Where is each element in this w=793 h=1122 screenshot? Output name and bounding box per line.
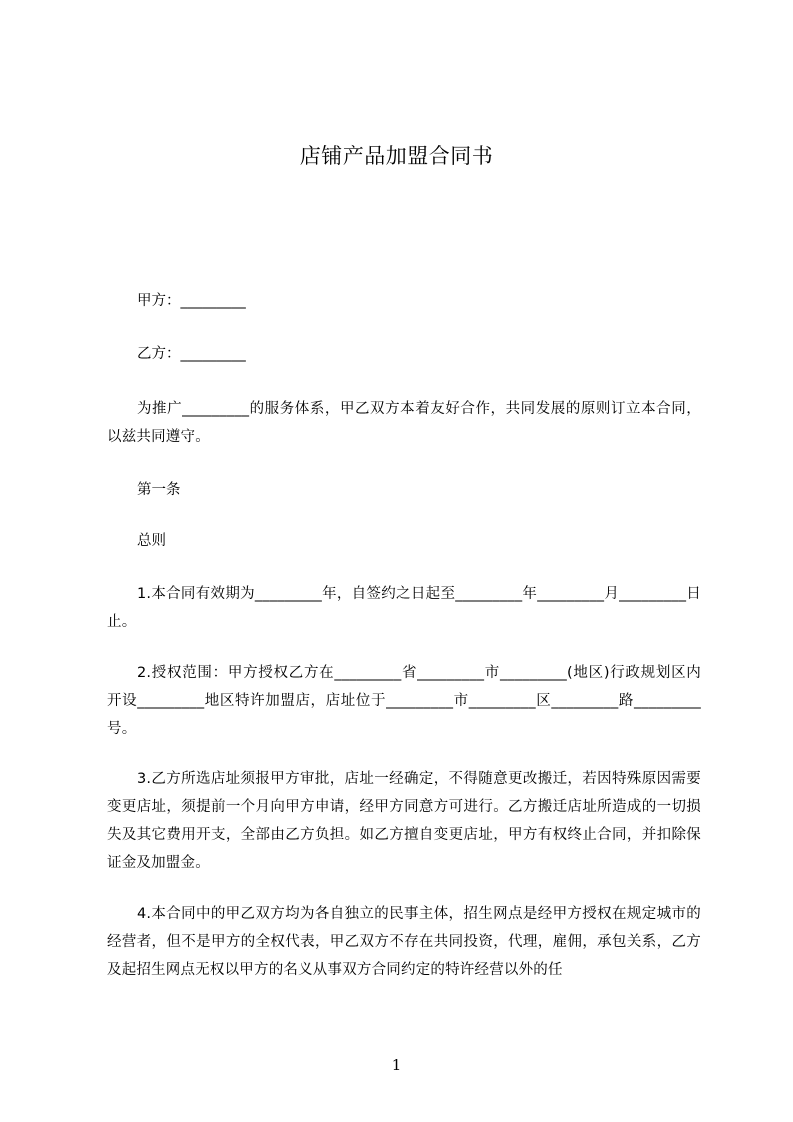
party-b-line: 乙方：_________ — [137, 346, 246, 362]
party-a-line: 甲方：_________ — [137, 293, 246, 309]
article-heading: 第一条 — [137, 482, 181, 498]
article-subheading: 总则 — [137, 533, 166, 549]
preamble-paragraph: 为推广_________的服务体系，甲乙双方本着友好合作，共同发展的原则订立本合同，以兹共同遵守。 — [107, 401, 701, 445]
document-title: 店铺产品加盟合同书 — [299, 144, 494, 168]
clause-2-paragraph: 2.授权范围：甲方授权乙方在_________省_________市_________(地区)行政规划区内开设_________地区特许加盟店，店址位于_________市_________区_________路_________号。 — [107, 665, 701, 737]
clause-4-paragraph: 4.本合同中的甲乙双方均为各自独立的民事主体，招生网点是经甲方授权在规定城市的经营者，但不是甲方的全权代表，甲乙双方不存在共同投资，代理，雇佣，承包关系，乙方及起招生网点无权以甲方的名义从事双方合同约定的特许经营以外的任 — [107, 906, 701, 978]
clause-1-paragraph: 1.本合同有效期为_________年，自签约之日起至_________年_________月_________日止。 — [107, 586, 701, 630]
page-number: 1 — [391, 1056, 402, 1074]
clause-3-paragraph: 3.乙方所选店址须报甲方审批，店址一经确定，不得随意更改搬迁，若因特殊原因需要变更店址，须提前一个月向甲方申请，经甲方同意方可进行。乙方搬迁店址所造成的一切损失及其它费用开支，全部由乙方负担。如乙方擅自变更店址，甲方有权终止合同，并扣除保证金及加盟金。 — [107, 771, 701, 871]
